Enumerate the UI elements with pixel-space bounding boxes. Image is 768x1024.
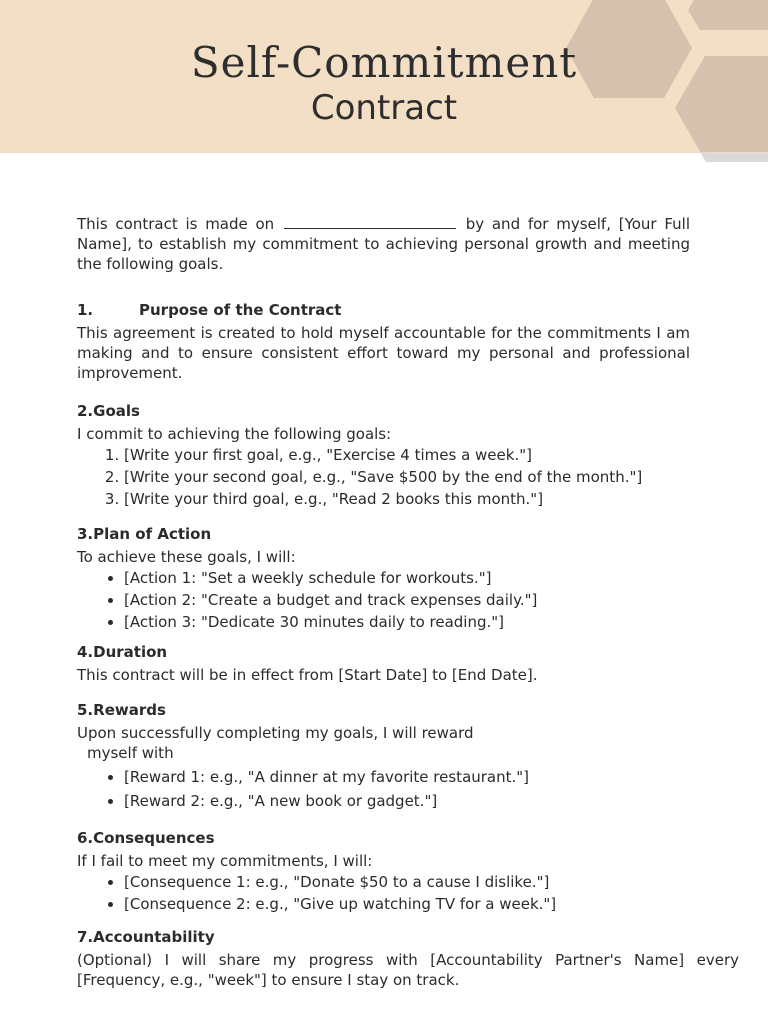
section-goals [77,401,690,509]
section-duration [77,642,690,685]
list-item: 2. [Write your second goal, e.g., "Save $500 by the end of the month."] [124,467,690,487]
list-item: • [Action 3: "Dedicate 30 minutes daily to reading."] [124,612,690,632]
intro-text-start: This contract is made on [77,215,275,233]
list-item: • [Action 2: "Create a budget and track expenses daily."] [124,590,690,610]
intro-paragraph [77,214,690,274]
consequences-list [77,872,690,914]
contract-body [77,214,739,990]
list-item: 1. [Write your first goal, e.g., "Exercise 4 times a week."] [124,445,690,465]
section-heading [77,642,690,662]
rewards-list [77,767,690,811]
list-item: • [Reward 1: e.g., "A dinner at my favorite restaurant."] [124,767,690,787]
list-item: • [Consequence 2: e.g., "Give up watching TV for a week."] [124,894,690,914]
section-body: This agreement is created to hold myself accountable for the commitments I am making and to ensure consistent effort toward my personal and professional improvement. [77,324,690,382]
section-number: 3. [77,525,94,543]
section-heading [77,401,690,421]
section-heading [77,927,739,947]
section-number: 2. [77,402,94,420]
section-body: (Optional) I will share my progress with [Accountability Partner's Name] every [Frequency, e.g., "week"] to ensure I stay on track. [77,951,739,989]
section-heading [77,700,690,720]
section-accountability [77,927,739,990]
section-body: I commit to achieving the following goals: [77,425,392,443]
section-number: 1. [77,301,94,319]
section-title: Plan of Action [93,525,212,543]
list-item: • [Action 1: "Set a weekly schedule for workouts."] [124,568,690,588]
section-body: Upon successfully completing my goals, I will reward [77,724,474,742]
section-heading [77,828,690,848]
section-title: Purpose of the Contract [139,301,342,319]
page-title: Self-Commitment [190,38,578,87]
section-number: 6. [77,829,94,847]
section-body: If I fail to meet my commitments, I will: [77,852,373,870]
list-item: 3. [Write your third goal, e.g., "Read 2 books this month."] [124,489,690,509]
list-item: • [Reward 2: e.g., "A new book or gadget."] [124,791,690,811]
header-divider [0,152,768,153]
section-title: Accountability [93,928,215,946]
section-body: This contract will be in effect from [Start Date] to [End Date]. [77,666,538,684]
section-title: Rewards [93,701,166,719]
section-body: To achieve these goals, I will: [77,548,296,566]
intro-text-end: by and for myself, [Your Full Name], to establish my commitment to achieving personal growth and meeting the following goals. [77,215,690,273]
section-plan [77,524,690,632]
section-heading [77,524,690,544]
section-consequences [77,828,690,914]
section-number: 4. [77,643,94,661]
section-title: Consequences [93,829,215,847]
date-blank-line[interactable] [284,215,456,229]
list-item: • [Consequence 1: e.g., "Donate $50 to a cause I dislike."] [124,872,690,892]
section-title: Duration [93,643,168,661]
goals-list [77,445,690,509]
plan-list [77,568,690,632]
page-subtitle: Contract [310,88,458,128]
section-body-continued: myself with [87,744,174,762]
section-purpose [77,300,690,383]
header-banner [0,0,768,152]
section-number: 5. [77,701,94,719]
section-rewards [77,700,690,811]
section-number: 7. [77,928,94,946]
section-heading [77,300,690,320]
section-title: Goals [93,402,140,420]
